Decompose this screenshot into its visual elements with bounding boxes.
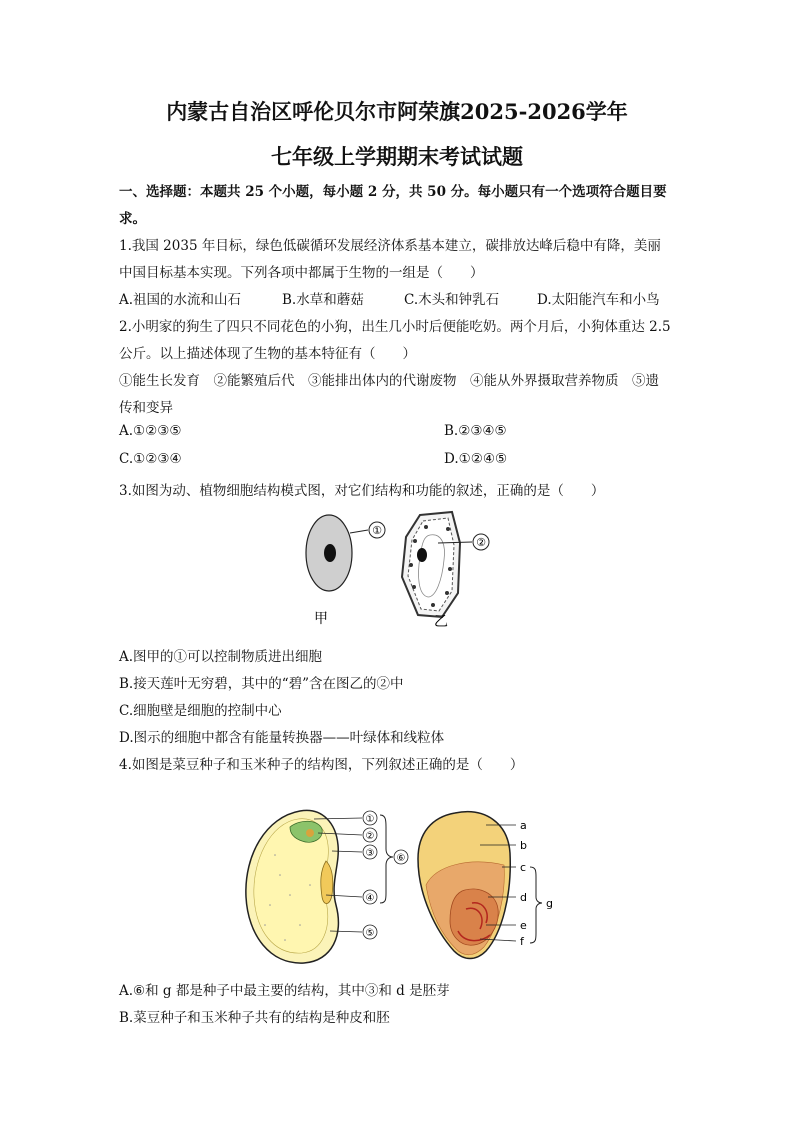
bean-marker-1: ① bbox=[365, 814, 375, 825]
title-line-1: 内蒙古自治区呼伦贝尔市阿荣旗2025-2026学年 bbox=[166, 99, 628, 124]
question-2-option-c: C.①②③④ bbox=[119, 451, 182, 467]
question-3-option-d: D.图示的细胞中都含有能量转换器——叶绿体和线粒体 bbox=[119, 730, 445, 746]
label-jia: 甲 bbox=[314, 611, 328, 627]
bean-marker-3: ③ bbox=[365, 848, 375, 859]
corn-label-g: g bbox=[546, 897, 553, 910]
corn-label-c: c bbox=[520, 861, 527, 874]
question-2-option-b: B.②③④⑤ bbox=[444, 423, 507, 439]
question-3-option-c: C.细胞壁是细胞的控制中心 bbox=[119, 703, 282, 719]
plant-cell-nucleus bbox=[417, 548, 427, 562]
question-1-stem: 1.我国 2035 年目标，绿色低碳循环发展经济体系基本建立，碳排放达峰后稳中有降，美丽 bbox=[119, 238, 661, 254]
question-2-option-d: D.①②④⑤ bbox=[444, 451, 508, 467]
corn-label-d: d bbox=[520, 891, 527, 904]
question-2-items: ①能生长发育 ②能繁殖后代 ③能排出体内的代谢废物 ④能从外界摄取营养物质 ⑤遗 bbox=[119, 373, 659, 389]
title-line-2: 七年级上学期期末考试试题 bbox=[271, 144, 523, 169]
cell-diagram bbox=[290, 505, 520, 633]
question-2-items-cont: 传和变异 bbox=[119, 400, 173, 416]
question-1-stem-cont: 中国目标基本实现。下列各项中都属于生物的一组是（ ） bbox=[119, 265, 484, 281]
question-1-option-d: D.太阳能汽车和小鸟 bbox=[537, 292, 660, 308]
section-heading: 一、选择题：本题共 25 个小题，每小题 2 分，共 50 分。每小题只有一个选项符合题目要 bbox=[119, 184, 667, 200]
question-2-option-a: A.①②③⑤ bbox=[119, 423, 182, 439]
corn-label-f: f bbox=[520, 935, 524, 948]
question-2-stem-cont: 公斤。以上描述体现了生物的基本特征有（ ） bbox=[119, 346, 416, 362]
question-4-option-a: A.⑥和 g 都是种子中最主要的结构，其中③和 d 是胚芽 bbox=[119, 983, 450, 999]
bean-marker-4: ④ bbox=[365, 893, 375, 904]
section-heading-cont: 求。 bbox=[119, 211, 146, 227]
bean-marker-6: ⑥ bbox=[396, 853, 406, 864]
question-4-stem: 4.如图是菜豆种子和玉米种子的结构图，下列叙述正确的是（ ） bbox=[119, 757, 524, 773]
label-yi: 乙 bbox=[434, 614, 448, 630]
question-3-stem: 3.如图为动、植物细胞结构模式图，对它们结构和功能的叙述，正确的是（ ） bbox=[119, 483, 605, 499]
question-1-option-a: A.祖国的水流和山石 bbox=[119, 292, 242, 308]
marker-2: ② bbox=[476, 536, 486, 549]
marker-1: ① bbox=[372, 524, 382, 537]
bean-marker-2: ② bbox=[365, 831, 375, 842]
animal-cell-nucleus bbox=[324, 544, 336, 562]
question-3-option-a: A.图甲的①可以控制物质进出细胞 bbox=[119, 649, 323, 665]
question-1-option-c: C.木头和钟乳石 bbox=[404, 292, 500, 308]
corn-label-e: e bbox=[520, 919, 527, 932]
question-3-option-b: B.接天莲叶无穷碧，其中的“碧”含在图乙的②中 bbox=[119, 676, 404, 692]
seed-diagram bbox=[240, 805, 570, 970]
corn-label-b: b bbox=[520, 839, 527, 852]
question-1-option-b: B.水草和蘑菇 bbox=[282, 292, 364, 308]
corn-label-a: a bbox=[520, 819, 527, 832]
question-2-stem: 2.小明家的狗生了四只不同花色的小狗，出生几小时后便能吃奶。两个月后，小狗体重达 2.5 bbox=[119, 319, 671, 335]
question-4-option-b: B.菜豆种子和玉米种子共有的结构是种皮和胚 bbox=[119, 1010, 390, 1026]
bean-marker-5: ⑤ bbox=[365, 928, 375, 939]
